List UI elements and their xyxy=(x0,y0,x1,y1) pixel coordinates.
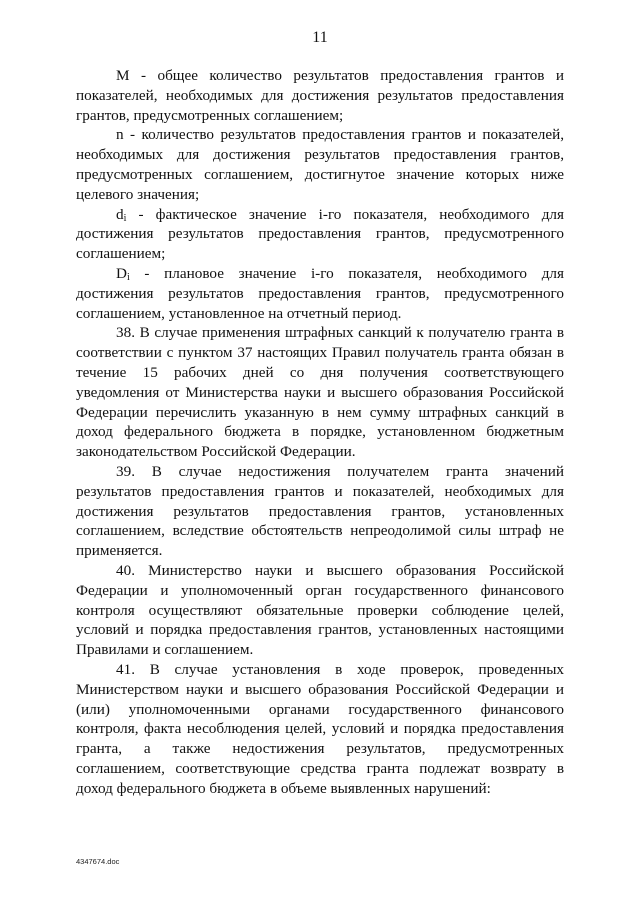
variable-subscript: i xyxy=(126,271,130,283)
paragraph-definition-di-plan xyxy=(76,264,564,323)
paragraph-text: 40. Министерство науки и высшего образования Российской Федерации и уполномоченный орган государственного финансового контроля осуществляют обязательные проверки соблюдение целей, условий и порядка предоставления грантов, установленных настоящими Правилами и соглашением. xyxy=(76,561,564,659)
paragraph-text: - плановое значение i-го показателя, необходимого для достижения результатов предоставления грантов, предусмотренного соглашением, установленное на отчетный период. xyxy=(76,264,564,322)
paragraph-text: 38. В случае применения штрафных санкций к получателю гранта в соответствии с пунктом 37 настоящих Правил получатель гранта обязан в течение 15 рабочих дней со дня получения соответствующего уведомления от Министерства науки и высшего образования Российской Федерации перечислить указанную в нем сумму штрафных санкций в доход федерального бюджета в порядке, установленном бюджетным законодательством Российской Федерации. xyxy=(76,324,564,461)
paragraph-item-38 xyxy=(76,323,564,462)
page-number: 11 xyxy=(312,29,328,46)
paragraph-item-40 xyxy=(76,561,564,660)
paragraph-text: 41. В случае установления в ходе проверок, проведенных Министерством науки и высшего образования Российской Федерации и (или) уполномоченными органами государственного финансового контроля, факта несоблюдения целей, условий и порядка предоставления гранта, а также недостижения результатов, предусмотренных соглашением, соответствующие средства гранта подлежат возврату в доход федерального бюджета в объеме выявленных нарушений: xyxy=(76,660,564,797)
paragraph-definition-di xyxy=(76,205,564,264)
variable-symbol: d xyxy=(116,205,124,223)
paragraph-text: 39. В случае недостижения получателем гранта значений результатов предоставления грантов и показателей, необходимых для достижения результатов предоставления грантов, установленных соглашением, вследствие обстоятельств непреодолимой силы штраф не применяется. xyxy=(76,462,564,560)
document-body xyxy=(76,66,564,798)
variable-symbol: D xyxy=(116,264,127,282)
paragraph-definition-n xyxy=(76,125,564,204)
paragraph-text: - общее количество результатов предоставления грантов и показателей, необходимых для достижения результатов предоставления грантов, предусмотренных соглашением; xyxy=(76,67,564,124)
paragraph-text: - фактическое значение i-го показателя, необходимого для достижения результатов предоставления грантов, предусмотренного соглашением; xyxy=(76,205,564,263)
variable-symbol: M xyxy=(116,67,130,84)
paragraph-item-41 xyxy=(76,660,564,799)
paragraph-text: - количество результатов предоставления грантов и показателей, необходимых для достижения результатов предоставления грантов, предусмотренных соглашением, достигнутое значение которых ниже целевого значения; xyxy=(76,126,564,203)
paragraph-definition-m xyxy=(76,66,564,125)
variable-symbol: n xyxy=(116,126,124,144)
document-file-code: 4347674.doc xyxy=(76,857,120,866)
paragraph-item-39 xyxy=(76,462,564,561)
variable-subscript: i xyxy=(123,212,127,224)
